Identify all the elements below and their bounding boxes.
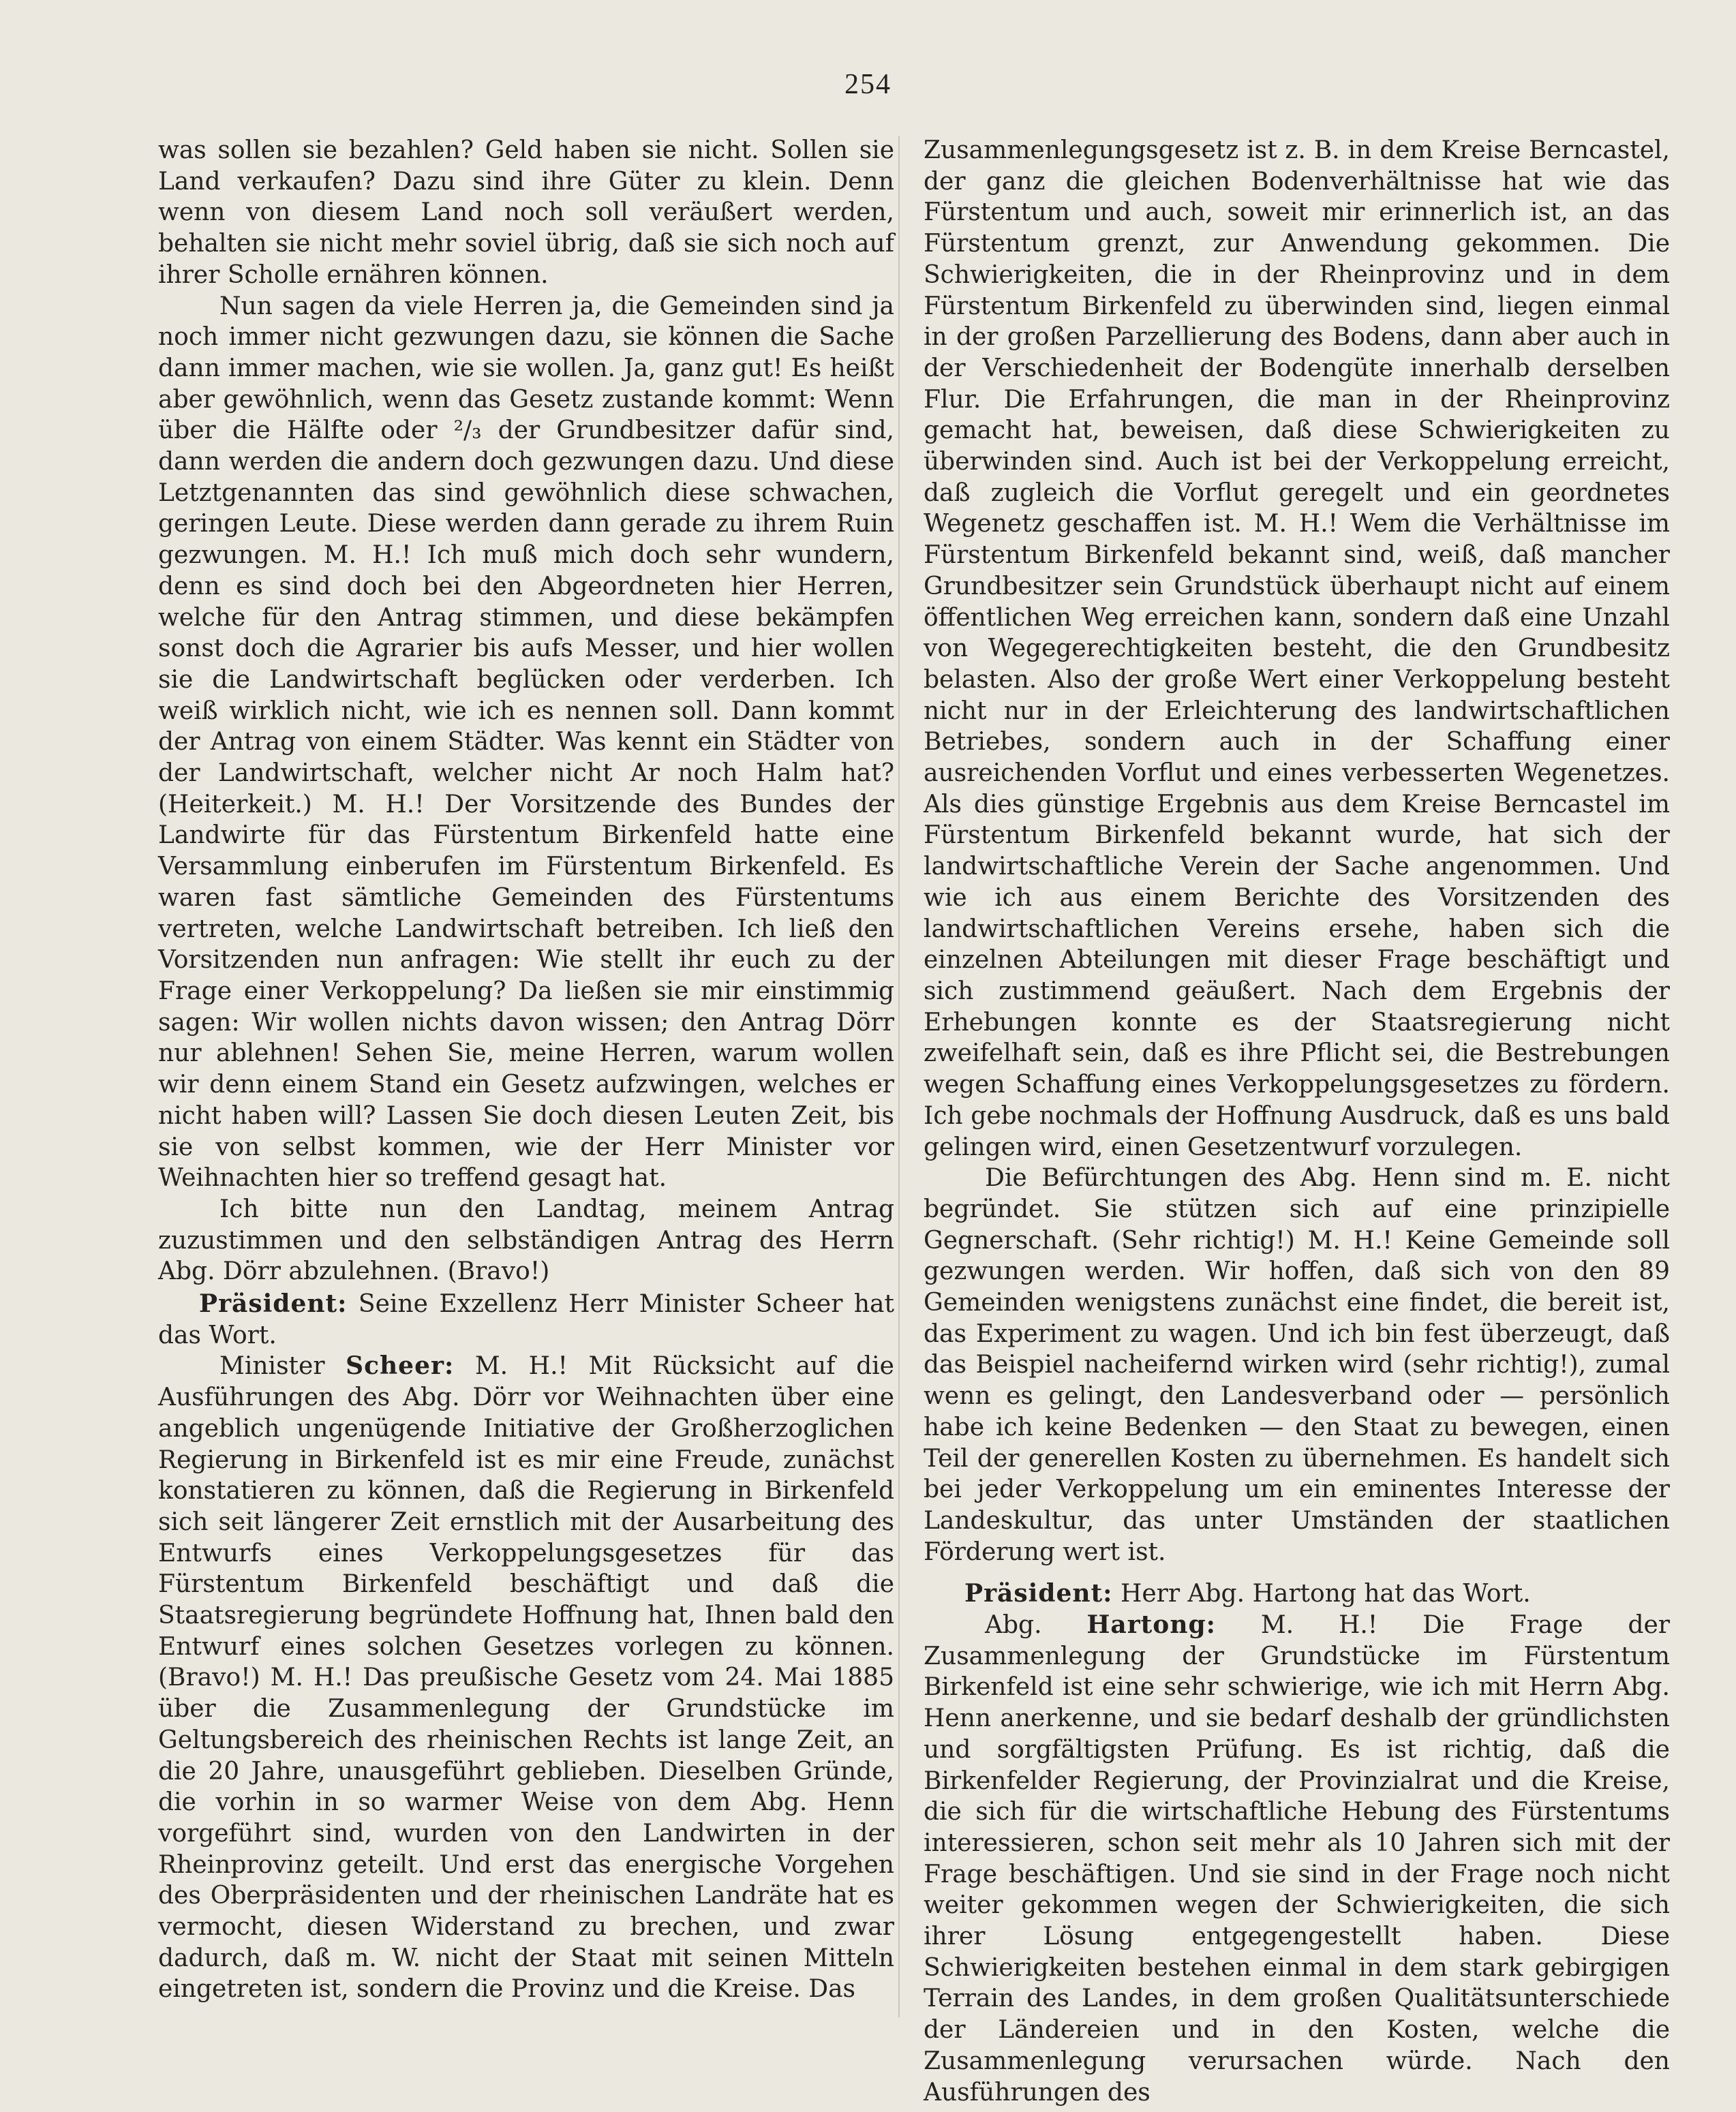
page-number: 254: [844, 69, 892, 100]
speaker-paragraph: [924, 1578, 1670, 1610]
paragraph: was sollen sie bezahlen? Geld haben sie nicht. Sollen sie Land verkaufen? Dazu sind ihre Güter zu klein. Denn wenn von diesem Land noch soll veräußert werden, behalten sie nicht mehr soviel übrig, daß sie sich noch auf ihrer Scholle ernähren können.: [158, 136, 894, 289]
speaker-text: M. H.! Mit Rücksicht auf die Ausführungen des Abg. Dörr vor Weihnachten über eine angeblich ungenügende Initiative der Großherzoglichen Regierung in Birkenfeld ist es mir eine Freude, zunächst konstatieren zu können, daß die Regierung in Birkenfeld sich seit längerer Zeit ernstlich mit der Ausarbeitung des Entwurfs eines Verkoppelungsgesetzes für das Fürstentum Birkenfeld beschäftigt und daß die Staatsregierung begründete Hoffnung hat, Ihnen bald den Entwurf eines solchen Gesetzes vorlegen zu können. (Bravo!) M. H.! Das preußische Gesetz vom 24. Mai 1885 über die Zusammenlegung der Grundstücke im Geltungsbereich des rheinischen Rechts ist lange Zeit, an die 20 Jahre, unausgeführt geblieben. Dieselben Gründe, die vorhin in so warmer Weise von dem Abg. Henn vorgeführt sind, wurden von den Landwirten in der Rheinprovinz geteilt. Und erst das energische Vorgehen des Oberpräsidenten und der rheinischen Landräte hat es vermocht, diesen Widerstand zu brechen, und zwar dadurch, daß m. W. nicht der Staat mit seinen Mitteln eingetreten ist, sondern die Provinz und die Kreise. Das: [158, 1352, 894, 2004]
speaker-label: Scheer:: [346, 1351, 455, 1381]
speaker-prefix: Minister: [219, 1352, 325, 1381]
column-divider: [898, 136, 900, 2017]
left-column: [158, 135, 894, 2005]
speaker-text: M. H.! Die Frage der Zusammenlegung der Grundstücke im Fürstentum Birkenfeld ist eine sehr schwierige, wie ich mit Herrn Abg. Henn anerkenne, und sie bedarf deshalb der gründlichsten und sorgfältigsten Prüfung. Es ist richtig, daß die Birkenfelder Regierung, der Provinzialrat und die Kreise, die sich für die wirtschaftliche Hebung des Fürstentums interessieren, schon seit mehr als 10 Jahren sich mit der Frage beschäftigen. Und sie sind in der Frage noch nicht weiter gekommen wegen der Schwierigkeiten, die sich ihrer Lösung entgegengestellt haben. Diese Schwierigkeiten bestehen einmal in dem stark gebirgigen Terrain des Landes, in dem großen Qualitätsunterschiede der Ländereien und in den Kosten, welche die Zusammenlegung verursachen würde. Nach den Ausführungen des: [924, 1611, 1670, 2107]
speaker-paragraph: [158, 1289, 894, 1351]
speaker-prefix: Abg.: [985, 1611, 1042, 1640]
speaker-paragraph: [158, 1351, 894, 2005]
right-column: [924, 135, 1670, 2108]
speaker-label: Präsident:: [964, 1579, 1113, 1608]
paragraph: Ich bitte nun den Landtag, meinem Antrag zuzustimmen und den selbständigen Antrag des Herrn Abg. Dörr abzulehnen. (Bravo!): [158, 1195, 894, 1286]
paragraph: Nun sagen da viele Herren ja, die Gemeinden sind ja noch immer nicht gezwungen dazu, sie können die Sache dann immer machen, wie sie wollen. Ja, ganz gut! Es heißt aber gewöhnlich, wenn das Gesetz zustande kommt: Wenn über die Hälfte oder ²/₃ der Grundbesitzer dafür sind, dann werden die andern doch gezwungen dazu. Und diese Letztgenannten das sind gewöhnlich diese schwachen, geringen Leute. Diese werden dann gerade zu ihrem Ruin gezwungen. M. H.! Ich muß mich doch sehr wundern, denn es sind doch bei den Abgeordneten hier Herren, welche für den Antrag stimmen, und diese bekämpfen sonst doch die Agrarier bis aufs Messer, und hier wollen sie die Landwirtschaft beglücken oder verderben. Ich weiß wirklich nicht, wie ich es nennen soll. Dann kommt der Antrag von einem Städter. Was kennt ein Städter von der Landwirtschaft, welcher nicht Ar noch Halm hat? (Heiterkeit.) M. H.! Der Vorsitzende des Bundes der Landwirte für das Fürstentum Birkenfeld hatte eine Versammlung einberufen im Fürstentum Birkenfeld. Es waren fast sämtliche Gemeinden des Fürstentums vertreten, welche Landwirtschaft betreiben. Ich ließ den Vorsitzenden nun anfragen: Wie stellt ihr euch zu der Frage einer Verkoppelung? Da ließen sie mir einstimmig sagen: Wir wollen nichts davon wissen; den Antrag Dörr nur ablehnen! Sehen Sie, meine Herren, warum wollen wir denn einem Stand ein Gesetz aufzwingen, welches er nicht haben will? Lassen Sie doch diesen Leuten Zeit, bis sie von selbst kommen, wie der Herr Minister vor Weihnachten hier so treffend gesagt hat.: [158, 292, 894, 1193]
speaker-label: Hartong:: [1086, 1610, 1216, 1640]
speaker-text: Seine Exzellenz Herr Minister Scheer hat das Wort.: [158, 1290, 894, 1349]
speaker-paragraph: [924, 1610, 1670, 2108]
paragraph: Die Befürchtungen des Abg. Henn sind m. E. nicht begründet. Sie stützen sich auf eine prinzipielle Gegnerschaft. (Sehr richtig!) M. H.! Keine Gemeinde soll gezwungen werden. Wir hoffen, daß sich von den 89 Gemeinden wenigstens zunächst eine findet, die bereit ist, das Experiment zu wagen. Und ich bin fest überzeugt, daß das Beispiel nacheifernd wirken wird (sehr richtig!), zumal wenn es gelingt, den Landesverband oder — persönlich habe ich keine Bedenken — den Staat zu bewegen, einen Teil der generellen Kosten zu übernehmen. Es handelt sich bei jeder Verkoppelung um ein eminentes Interesse der Landeskultur, das unter Umständen der staatlichen Förderung wert ist.: [924, 1164, 1670, 1566]
speaker-text: Herr Abg. Hartong hat das Wort.: [1120, 1580, 1531, 1608]
paragraph: Zusammenlegungsgesetz ist z. B. in dem Kreise Berncastel, der ganz die gleichen Bodenverhältnisse hat wie das Fürstentum und auch, soweit mir erinnerlich ist, an das Fürstentum grenzt, zur Anwendung gekommen. Die Schwierigkeiten, die in der Rheinprovinz und in dem Fürstentum Birkenfeld zu überwinden sind, liegen einmal in der großen Parzellierung des Bodens, dann aber auch in der Verschiedenheit der Bodengüte innerhalb derselben Flur. Die Erfahrungen, die man in der Rheinprovinz gemacht hat, beweisen, daß diese Schwierigkeiten zu überwinden sind. Auch ist bei der Verkoppelung erreicht, daß zugleich die Vorflut geregelt und ein geordnetes Wegenetz geschaffen ist. M. H.! Wem die Verhältnisse im Fürstentum Birkenfeld bekannt sind, weiß, daß mancher Grundbesitzer sein Grundstück überhaupt nicht auf einem öffentlichen Weg erreichen kann, sondern daß eine Unzahl von Wegegerechtigkeiten besteht, die den Grundbesitz belasten. Also der große Wert einer Verkoppelung besteht nicht nur in der Erleichterung des landwirtschaftlichen Betriebes, sondern auch in der Schaffung einer ausreichenden Vorflut und eines verbesserten Wegenetzes. Als dies günstige Ergebnis aus dem Kreise Berncastel im Fürstentum Birkenfeld bekannt wurde, hat sich der landwirtschaftliche Verein der Sache angenommen. Und wie ich aus einem Berichte des Vorsitzenden des landwirtschaftlichen Vereins ersehe, haben sich die einzelnen Abteilungen mit dieser Frage beschäftigt und sich zustimmend geäußert. Nach dem Ergebnis der Erhebungen konnte es der Staatsregierung nicht zweifelhaft sein, daß es ihre Pflicht sei, die Bestrebungen wegen Schaffung eines Verkoppelungsgesetzes zu fördern. Ich gebe nochmals der Hoffnung Ausdruck, daß es uns bald gelingen wird, einen Gesetzentwurf vorzulegen.: [924, 136, 1670, 1161]
speaker-label: Präsident:: [199, 1289, 348, 1319]
